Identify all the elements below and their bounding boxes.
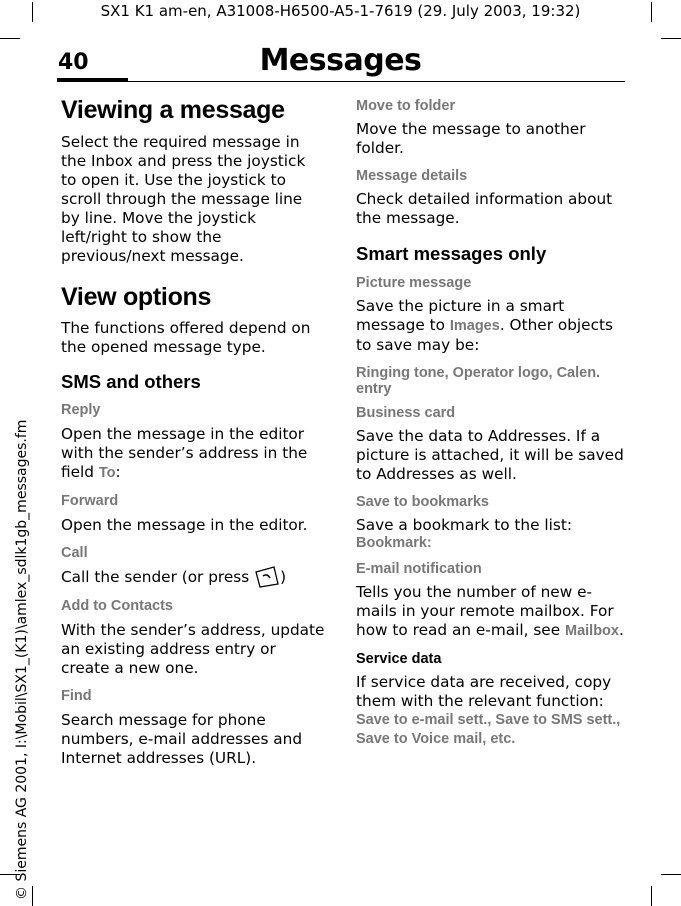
left-column xyxy=(61,96,325,768)
document-info-line: SX1 K1 am-en, A31008-H6500-A5-1-7619 (29. July 2003, 19:32) xyxy=(100,2,581,20)
term-business-card: Business card xyxy=(356,405,456,421)
find-body: Search message for phone numbers, e-mail addresses and Internet addresses (URL). xyxy=(61,711,303,767)
bookmark-list-label: Bookmark: xyxy=(356,535,432,551)
crop-mark xyxy=(651,886,652,906)
section-heading-viewing: Viewing a message xyxy=(61,96,285,124)
term-service-data: Service data xyxy=(356,651,442,667)
term-add-to-contacts: Add to Contacts xyxy=(61,598,173,614)
header-rule xyxy=(57,81,625,82)
term-email-notification: E-mail notification xyxy=(356,561,482,577)
term-ringing-tone: Ringing tone, Operator logo, Calen. entry xyxy=(356,365,601,397)
term-message-details: Message details xyxy=(356,168,468,184)
subheading-sms: SMS and others xyxy=(61,371,201,392)
term-picture-message: Picture message xyxy=(356,275,472,291)
section-heading-view-options: View options xyxy=(61,283,212,311)
call-body: Call the sender (or press ) xyxy=(61,568,287,586)
email-body: Tells you the number of new e-mails in your remote mailbox. For how to read an e-mail, see Mailbox. xyxy=(356,583,624,639)
field-to: To xyxy=(98,465,116,481)
term-find: Find xyxy=(61,688,92,704)
call-key-icon xyxy=(254,566,280,588)
forward-body: Open the message in the editor. xyxy=(61,516,308,534)
sidebar-copyright: © Siemens AG 2001, I:\Mobil\SX1_(K1)\amlex_sdlk1gb_messages.fm xyxy=(14,419,30,900)
service-body: If service data are received, copy them with the relevant function: xyxy=(356,673,612,710)
service-functions: Save to e-mail sett., Save to SMS sett., Save to Voice mail, etc. xyxy=(356,712,621,747)
term-save-to-bookmarks: Save to bookmarks xyxy=(356,494,489,510)
viewing-body: Select the required message in the Inbox and press the joystick to open it. Use the joystick to scroll through the message line by line. Move the joystick left/right to show the previous/next message. xyxy=(61,133,306,265)
page-number: 40 xyxy=(58,50,89,75)
contacts-body: With the sender’s address, update an existing address entry or create a new one. xyxy=(61,621,325,677)
term-forward: Forward xyxy=(61,493,119,509)
term-move-to-folder: Move to folder xyxy=(356,98,456,114)
crop-mark xyxy=(0,38,20,39)
reply-body: Open the message in the editor with the sender’s address in the field To: xyxy=(61,425,308,481)
link-images: Images xyxy=(449,318,500,334)
subheading-smart-messages: Smart messages only xyxy=(356,243,547,264)
crop-mark xyxy=(661,874,681,875)
bcard-body: Save the data to Addresses. If a picture is attached, it will be saved to Addresses as well. xyxy=(356,427,624,483)
crop-mark xyxy=(32,886,33,906)
term-call: Call xyxy=(61,545,88,561)
view-options-body: The functions offered depend on the opened message type. xyxy=(61,319,311,356)
page-title: Messages xyxy=(259,43,422,78)
crop-mark xyxy=(661,38,681,39)
link-mailbox: Mailbox xyxy=(565,623,619,639)
bookmarks-body: Save a bookmark to the list: xyxy=(356,516,573,534)
picture-body: Save the picture in a smart message to Images. Other objects to save may be: xyxy=(356,297,613,354)
details-body: Check detailed information about the message. xyxy=(356,190,613,227)
move-body: Move the message to another folder. xyxy=(356,120,586,157)
right-column xyxy=(356,98,624,749)
term-reply: Reply xyxy=(61,402,101,418)
